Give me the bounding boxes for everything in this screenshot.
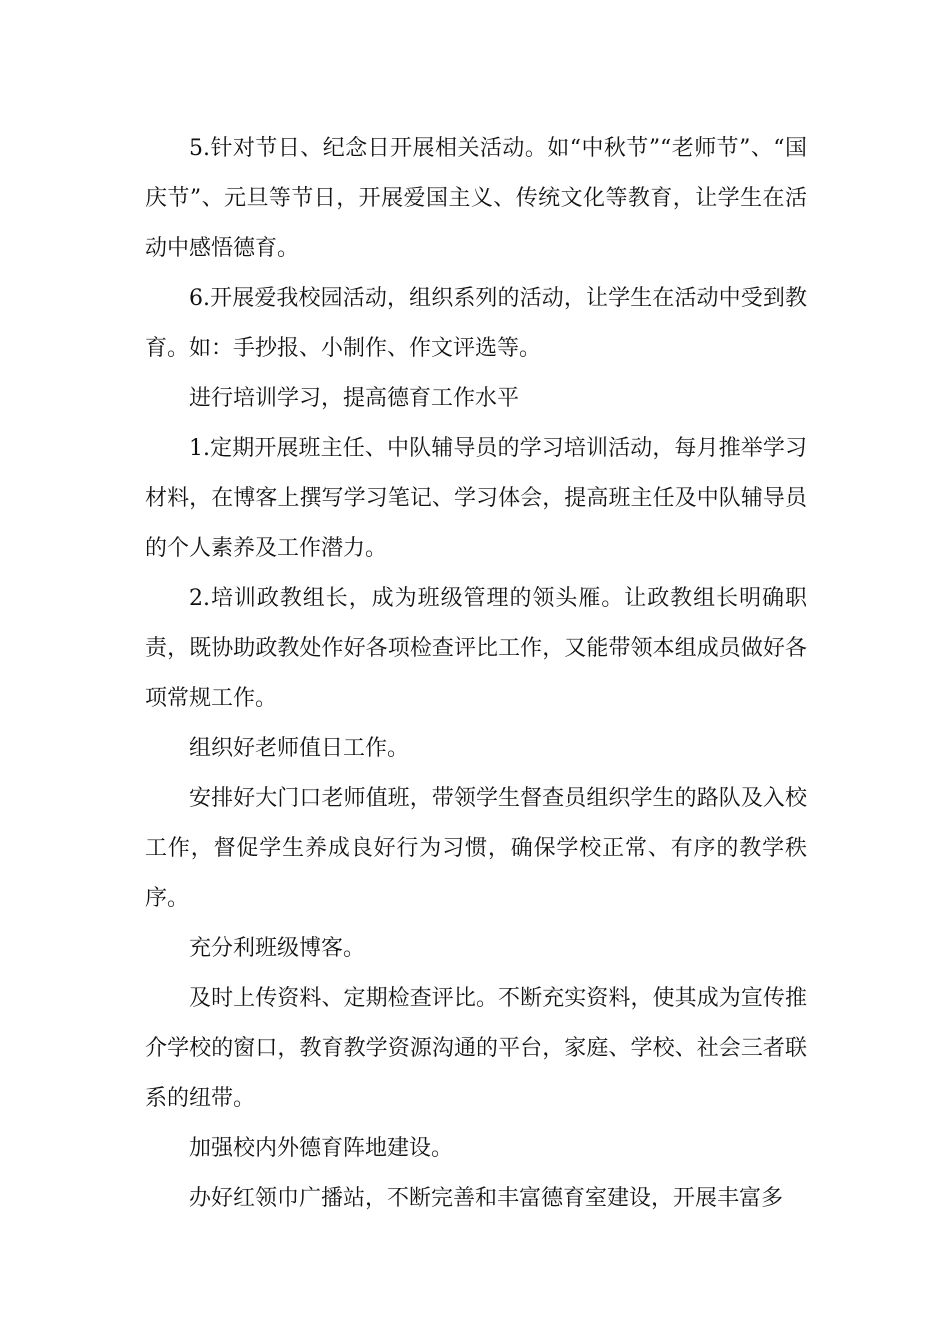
- paragraph-heading-blog: 充分利班级博客。: [189, 936, 366, 961]
- paragraph-leader-training: 2.培训政教组长，成为班级管理的领头雁。让政教组长明确职责，既协助政教处作好各项检查评比工作，又能带领本组成员做好各项常规工作。: [145, 586, 807, 711]
- paragraph-campus-activities: 6.开展爱我校园活动，组织系列的活动，让学生在活动中受到教育。如：手抄报、小制作、作文评选等。: [145, 286, 807, 361]
- document-body: [145, 124, 807, 1224]
- paragraph-heading-duty: 组织好老师值日工作。: [189, 736, 410, 761]
- paragraph-gate-duty: 安排好大门口老师值班，带领学生督查员组织学生的路队及入校工作，督促学生养成良好行为习惯，确保学校正常、有序的教学秩序。: [145, 786, 807, 911]
- paragraph-holiday-activities: 5.针对节日、纪念日开展相关活动。如“中秋节”“老师节”、“国庆节”、元旦等节日，开展爱国主义、传统文化等教育，让学生在活动中感悟德育。: [145, 136, 807, 261]
- paragraph-heading-training: 进行培训学习，提高德育工作水平: [189, 386, 520, 411]
- paragraph-blog-upload: 及时上传资料、定期检查评比。不断充实资料，使其成为宣传推介学校的窗口，教育教学资源沟通的平台，家庭、学校、社会三者联系的纽带。: [145, 986, 807, 1111]
- paragraph-broadcast-station: 办好红领巾广播站，不断完善和丰富德育室建设，开展丰富多: [189, 1186, 784, 1211]
- paragraph-teacher-training: 1.定期开展班主任、中队辅导员的学习培训活动，每月推举学习材料，在博客上撰写学习笔记、学习体会，提高班主任及中队辅导员的个人素养及工作潜力。: [145, 436, 807, 561]
- paragraph-heading-moral-base: 加强校内外德育阵地建设。: [189, 1136, 454, 1161]
